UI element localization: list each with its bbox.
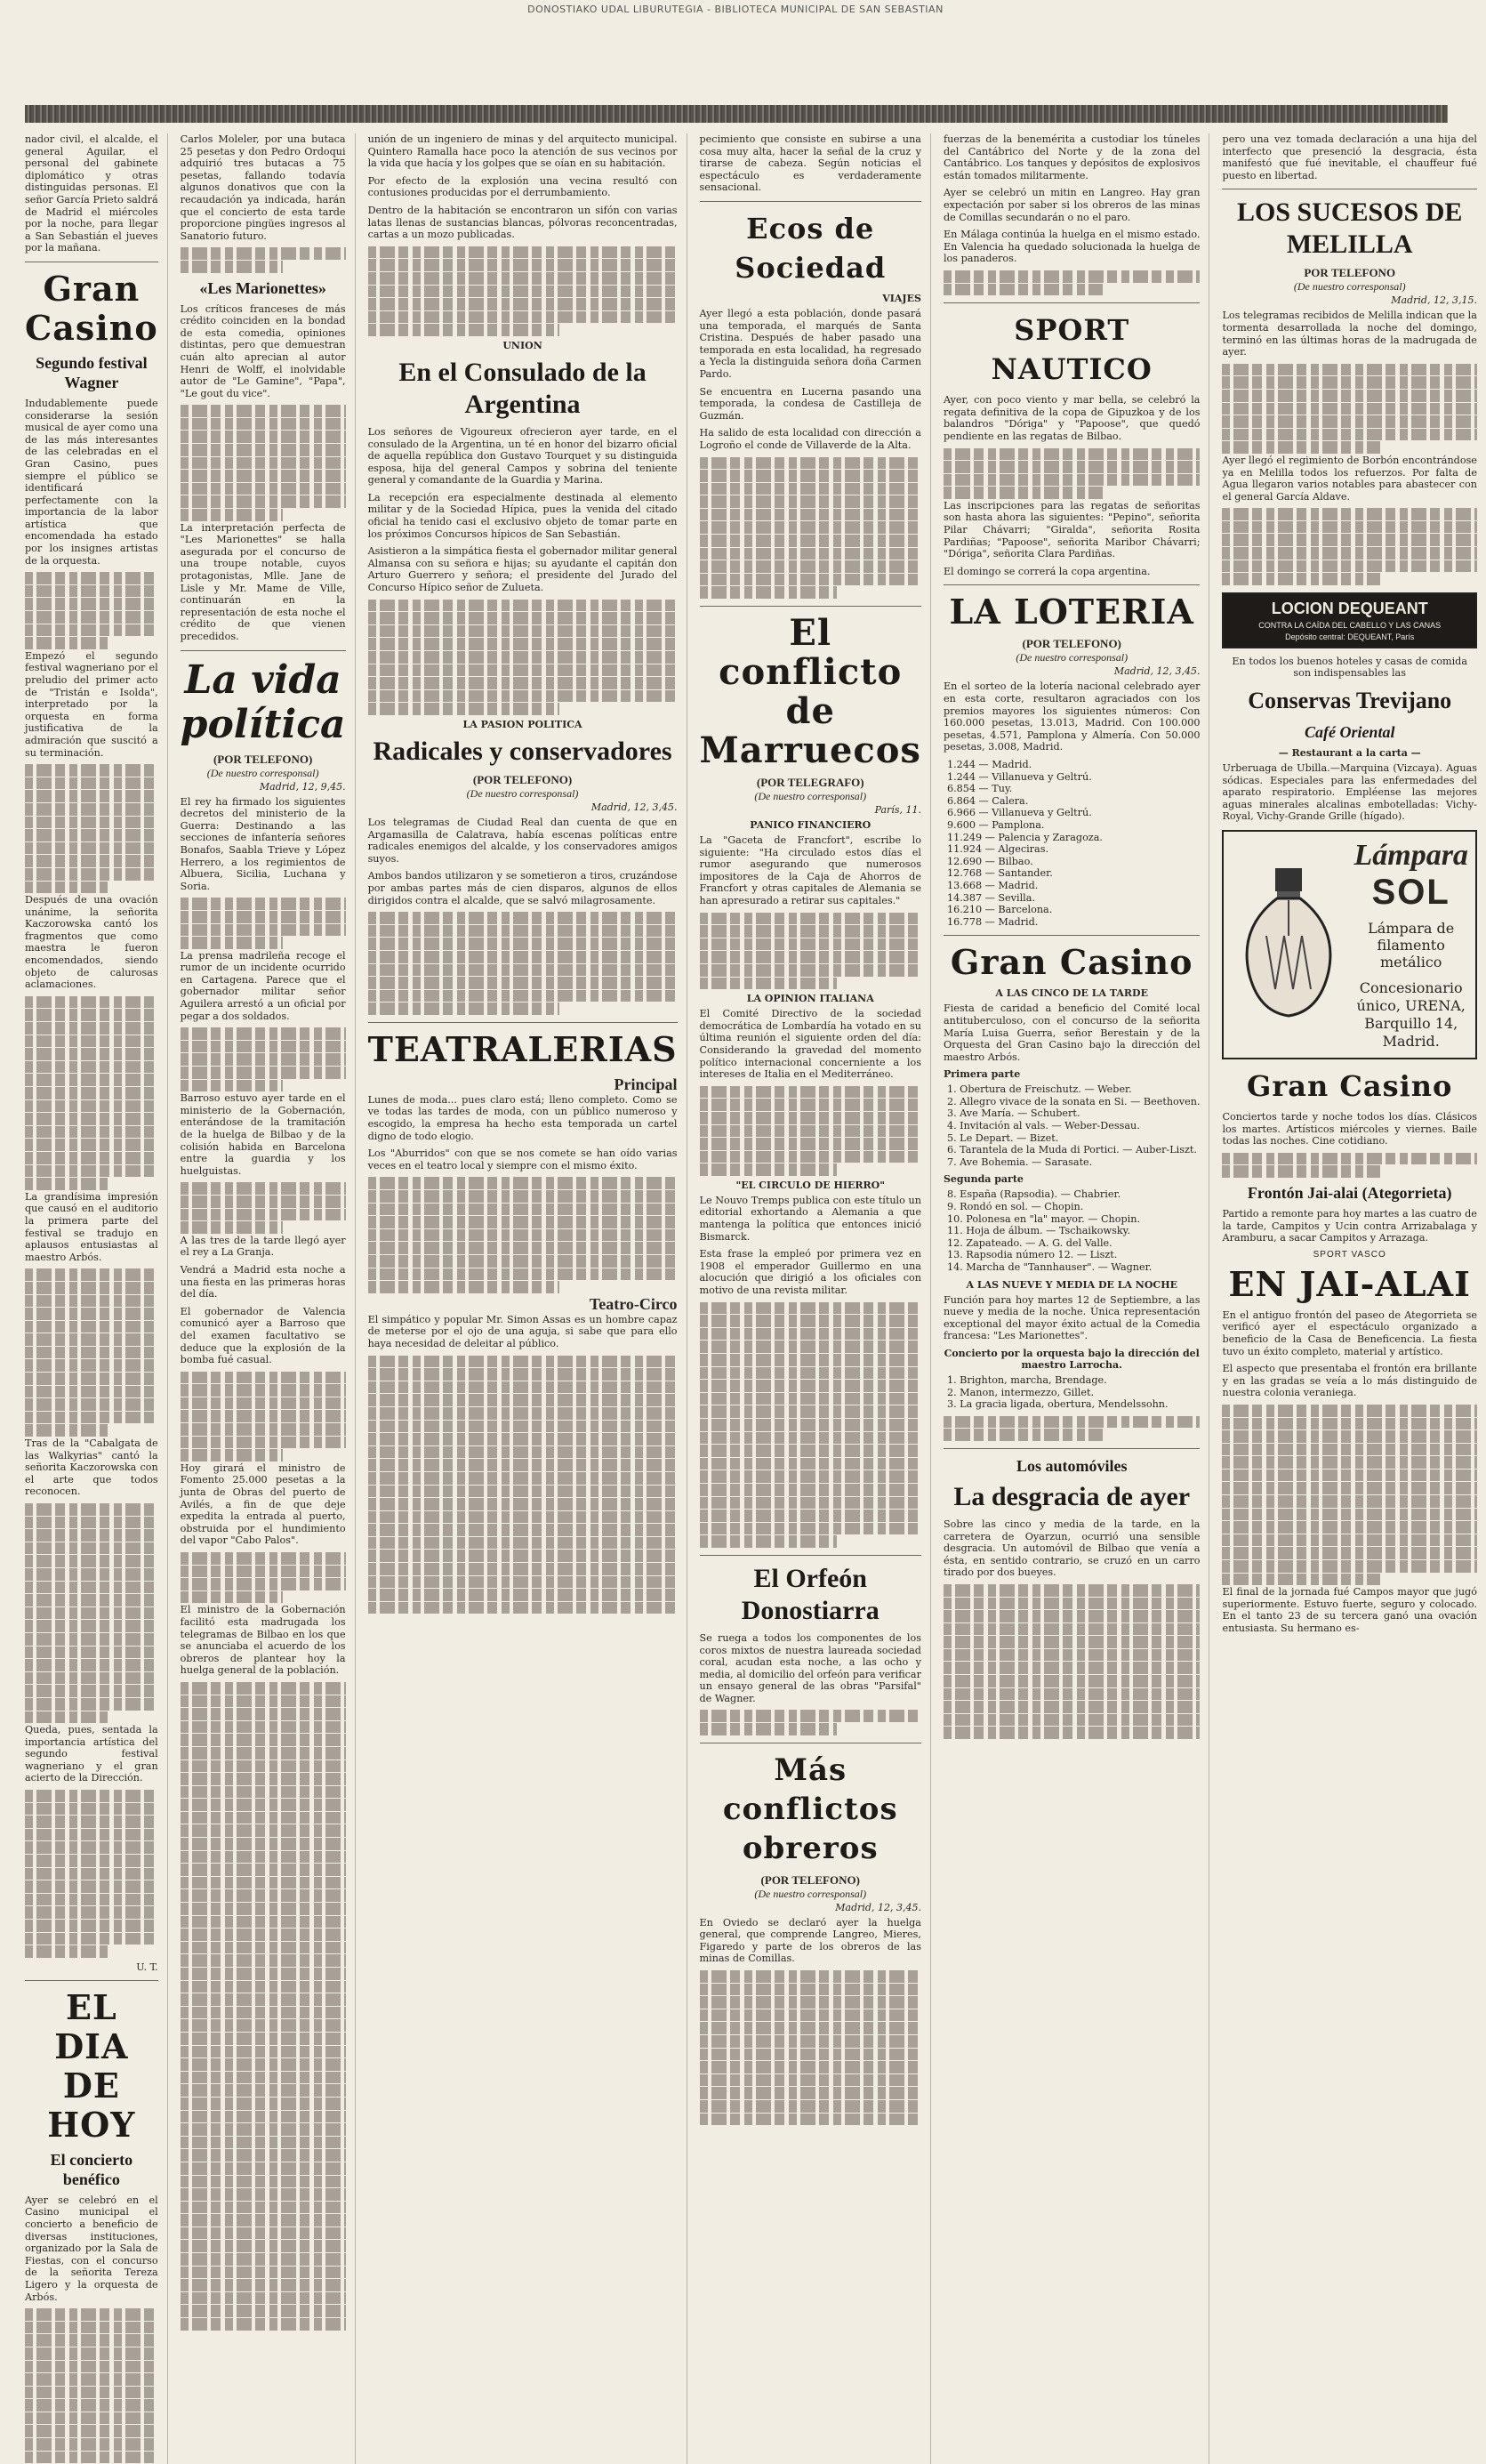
subheading-panico: PANICO FINANCIERO bbox=[750, 819, 872, 832]
heading-gran-casino: Gran Casino bbox=[1247, 1069, 1453, 1103]
article-text: Ambos bandos utilizaron y se sometieron a tiros, cruzándose por ambas partes más de cien disparos, algunos de ellos dirigidos contra el alcalde, que se salvó milagrosamente. bbox=[367, 870, 678, 906]
list-item: 2. Allegro vivace de la sonata en Si. — Beethoven. bbox=[946, 1095, 1201, 1107]
article-text: La prensa madrileña recoge el rumor de un incidente ocurrido en Cartagena. Parece que el gobernador militar señor Aguilera arrestó a un oficial por pegar a dos soldados. bbox=[180, 949, 346, 1022]
subheading-tarde: A LAS CINCO DE LA TARDE bbox=[995, 987, 1148, 1000]
heading-en-jai-alai: EN JAI-ALAI bbox=[1228, 1263, 1471, 1304]
dateline: Madrid, 12, 3,15. bbox=[1391, 294, 1477, 307]
article-text: Los críticos franceses de más crédito coinciden en la bondad de esta comedia, opiniones distintas, pero que demuestran cuán alto aprecian al autor Henri de Wolff, el inolvidable autor de "Le Gamine", "Papa", "Le gout du vice". bbox=[180, 302, 346, 399]
dateline: Madrid, 12, 3,45. bbox=[1113, 665, 1201, 678]
list-item: 10. Polonesa en "la" mayor. — Chopin. bbox=[946, 1212, 1141, 1225]
list-item: 14.387 — Sevilla. bbox=[946, 891, 1035, 904]
article-text: Se ruega a todos los componentes de los coros mixtos de nuestra laureada sociedad coral, acudan esta noche, a las ocho y media, al domicilio del orfeón para verificar un ensayo general de las obras "Parsifal" de Wagner. bbox=[699, 1631, 921, 1704]
heading-conflicto-marruecos: El conflicto de Marruecos bbox=[699, 612, 921, 772]
masthead-band bbox=[25, 105, 1448, 123]
article-text: Carlos Moleler, por una butaca 25 pesetas y don Pedro Ordoqui adquirió tres butacas a 75 pesetas, fallando todavía algunos donativos que con la recaudación ya indicada, harán que el concierto de esta tarde proporcione pingües ingresos al Sanatorio futuro. bbox=[180, 133, 346, 242]
list-item: 12.690 — Bilbao. bbox=[946, 855, 1033, 867]
article-text: El domingo se correrá la copa argentina. bbox=[943, 565, 1151, 577]
program-list bbox=[944, 1083, 1201, 1168]
subheading-teatro-circo: Teatro-Circo bbox=[589, 1294, 678, 1313]
subheading-opinion-italiana: LA OPINION ITALIANA bbox=[746, 993, 874, 1005]
article-text: Sobre las cinco y media de la tarde, en la carretera de Oyarzun, ocurrió una sensible desgracia. Un automóvil de Bilbao que venía a ésta, en sentido contrario, se cruzó en un carro tirado por dos bueyes. bbox=[943, 1518, 1201, 1579]
article-text: El aspecto que presentaba el frontón era brillante y en las gradas se veía a lo más distinguido de nuestra colonia veraniega. bbox=[1222, 1363, 1477, 1399]
article-text: En Oviedo se declaró ayer la huelga general, que comprende Langreo, Mieres, Figaredo y parte de los obreros de las minas de Comillas. bbox=[699, 1916, 921, 1965]
correspondent-note: (De nuestro corresponsal) bbox=[466, 786, 579, 800]
heading-sport-nautico: SPORT NAUTICO bbox=[991, 313, 1153, 387]
ad-title: Lámpara bbox=[1353, 839, 1468, 872]
dateline: Madrid, 12, 3,45. bbox=[590, 801, 678, 813]
telephone-note: (POR TELEFONO) bbox=[760, 1872, 860, 1887]
lottery-list bbox=[944, 759, 1201, 928]
list-item: 13.668 — Madrid. bbox=[946, 879, 1039, 891]
telephone-note: (POR TELEFONO) bbox=[1022, 637, 1121, 651]
article-text: Los telegramas de Ciudad Real dan cuenta de que en Argamasilla de Calatrava, había escenas políticas entre radicales enemigos del alcalde, y los conservadores amigos suyos. bbox=[367, 816, 678, 865]
list-item: 3. Ave María. — Schubert. bbox=[946, 1107, 1080, 1120]
heading-teatralerias: TEATRALERIAS bbox=[367, 1028, 678, 1069]
restaurant-tag: — Restaurant a la carta — bbox=[1278, 747, 1421, 760]
heading-automoviles: Los automóviles bbox=[1016, 1456, 1128, 1475]
article-text: Vendrá a Madrid esta noche a una fiesta en las primeras horas del día. bbox=[180, 1263, 346, 1300]
article-text: La grandísima impresión que causó en el auditorio la primera parte del festival se tradujo en aplausos entusiastas al maestro Arbós. bbox=[25, 1190, 158, 1263]
column-1 bbox=[25, 133, 168, 2464]
heading-cafe-oriental: Café Oriental bbox=[1304, 723, 1395, 742]
article-text: Los señores de Vigoureux ofrecieron ayer tarde, en el consulado de la Argentina, un té en honor del bizarro oficial de aquella república don Gustavo Tourquet y su distinguida esposa, hija del general Campos y sobrina del teniente general y comandante de la Guardia y Marina. bbox=[367, 425, 678, 487]
heading-mas-conflictos: Más conflictos obreros bbox=[722, 1751, 898, 1866]
list-item: 5. Le Depart. — Bizet. bbox=[946, 1131, 1059, 1144]
article-text: nador civil, el alcalde, el general Aguilar, el personal del gabinete diplomático y otras distinguidas personas. El señor García Prieto saldrá de Madrid el miércoles por la noche, para llegar a San Sebastián el jueves por la mañana. bbox=[25, 133, 158, 254]
list-item: 3. La gracia ligada, obertura, Mendelssohn. bbox=[946, 1398, 1169, 1411]
article-text: En Málaga continúa la huelga en el mismo estado. En Valencia ha quedado solucionada la huelga de los panaderos. bbox=[943, 229, 1201, 265]
advertisement-locion bbox=[1222, 592, 1476, 648]
list-item: 1.244 — Villanueva y Geltrú. bbox=[946, 770, 1092, 783]
section-label: LA PASION POLITICA bbox=[462, 718, 582, 730]
correspondent-note: (De nuestro corresponsal) bbox=[206, 766, 319, 779]
heading-consulado-argentina: En el Consulado de la Argentina bbox=[398, 357, 647, 419]
correspondent-note: (De nuestro corresponsal) bbox=[754, 790, 867, 803]
heading-radicales: Radicales y conservadores bbox=[373, 736, 672, 766]
ad-title: LOCION DEQUEANT bbox=[1271, 599, 1428, 617]
telephone-note: (POR TELEFONO) bbox=[472, 772, 573, 786]
correspondent-note: (De nuestro corresponsal) bbox=[1016, 651, 1129, 664]
list-item: 16.778 — Madrid. bbox=[946, 915, 1039, 928]
article-text: Ayer, con poco viento y mar bella, se celebró la regata definitiva de la copa de Gipuzkoa y de los balandros "Dóriga" y "Papoose", que quedó pendiente en las regatas de Bilbao. bbox=[943, 394, 1201, 442]
article-text: Hoy girará el ministro de Fomento 25.000 pesetas a la junta de Obras del puerto de Avilés, a fin de que deje expedita la entrada al puerto, obstruida por el hundimiento del vapor "Cabo Palos". bbox=[180, 1461, 346, 1547]
article-text: El final de la jornada fué Campos mayor que jugó superiormente. Estuvo fuerte, seguro y colocado. En el tanto 23 de su tercera ganó una ovación entusiasta. Su hermano es- bbox=[1222, 1586, 1477, 1634]
list-item: 11. Hoja de álbum. — Tschaikowsky. bbox=[946, 1225, 1131, 1237]
list-item: 2. Manon, intermezzo, Gillet. bbox=[946, 1386, 1095, 1398]
ad-small-print: Depósito central: DEQUEANT, París bbox=[1285, 632, 1415, 641]
heading-desgracia: La desgracia de ayer bbox=[953, 1481, 1191, 1511]
list-item: 6.864 — Calera. bbox=[946, 794, 1029, 807]
article-text: unión de un ingeniero de minas y del arquitecto municipal. Quintero Ramalla hace poco la atención de sus vecinos por la vida que hacía y los golpes que se oían en su habitación. bbox=[367, 133, 678, 170]
subheading-principal: Principal bbox=[614, 1075, 678, 1093]
article-text: Los telegramas recibidos de Melilla indican que la tormenta desarrollada la noche del domingo, terminó en las últimas horas de la madrugada de ayer. bbox=[1222, 310, 1477, 358]
program-list bbox=[944, 1374, 1201, 1411]
column-3 bbox=[368, 133, 687, 2464]
newspaper-page bbox=[25, 133, 1477, 2303]
article-text: pecimiento que consiste en subirse a una cosa muy alta, hacer la señal de la cruz y tirarse de cabeza. Según noticias el espectáculo es verdaderamente sensacional. bbox=[699, 133, 921, 194]
article-text: Ha salido de esta localidad con dirección a Logroño el conde de Villaverde de la Alta. bbox=[699, 427, 921, 451]
ad-dealer: Concesionario único, URENA, Barquillo 14, Madrid. bbox=[1356, 979, 1466, 1050]
ad-brand: SOL bbox=[1371, 873, 1450, 912]
heading-ecos-de-sociedad: Ecos de Sociedad bbox=[735, 211, 887, 285]
program-list bbox=[944, 1188, 1201, 1273]
list-item: 11.249 — Palencia y Zaragoza. bbox=[946, 831, 1103, 843]
article-text: Ayer llegó a esta población, donde pasará una temporada, el marqués de Santa Cristina. Después de haber pasado una temporada en esta localidad, ha regresado a Yecla la distinguida señora doña Carmen Pardo. bbox=[699, 307, 921, 380]
column-6 bbox=[1222, 133, 1485, 2464]
article-text: fuerzas de la benemérita a custodiar los túneles del Cantábrico del Norte y de la zona del Cantábrico. Los tanques y depósitos de explosivos están tomados militarmente. bbox=[943, 133, 1201, 181]
article-text: En el sorteo de la lotería nacional celebrado ayer en esta corte, resultaron agraciados con los premios mayores los siguientes números: Con 160.000 pesetas, 13.013, Madrid. Con 100.000 pesetas, 4.571, Pamplona y Almería. Con 50.000 pesetas, 3.008, Madrid. bbox=[943, 680, 1201, 753]
subheading-concierto-orquesta: Concierto por la orquesta bajo la dirección del maestro Larrocha. bbox=[944, 1347, 1200, 1371]
library-watermark: DONOSTIAKO UDAL LIBURUTEGIA - BIBLIOTECA MUNICIPAL DE SAN SEBASTIAN bbox=[527, 4, 944, 15]
list-item: 1.244 — Madrid. bbox=[946, 759, 1032, 770]
column-5 bbox=[944, 133, 1210, 2464]
heading-conservas-trevijano: Conservas Trevijano bbox=[1248, 688, 1452, 714]
article-text: Las inscripciones para las regatas de señoritas son hasta ahora las siguientes: "Pepino", señorita Pilar Chávarri; "Giralda", señorita Rosita Pardiñas; "Papoose", señorita Maribor Chávarri; "Dóriga", señorita Clara Pardiñas. bbox=[943, 499, 1201, 560]
telephone-note: (POR TELEFONO) bbox=[213, 752, 313, 766]
article-text: Ayer se celebró en el Casino municipal el concierto a beneficio de diversas instituciones, organizado por la Sala de Fiestas, con el concurso de la señorita Tereza Ligero y la orquesta de Arbós. bbox=[25, 2194, 158, 2303]
subheading-viajes: VIAJES bbox=[882, 292, 921, 304]
correspondent-note: (De nuestro corresponsal) bbox=[1293, 280, 1406, 294]
article-text: Urberuaga de Ubilla.—Marquina (Vizcaya). Aguas sódicas. Especiales para las enfermedades del aparato respiratorio. Empléense las mejores aguas minerales alcalinas embotelladas: Vichy-Royal, Vichy-Grande Grille (hígado). bbox=[1222, 762, 1477, 823]
article-text: El simpático y popular Mr. Simon Assas es un hombre capaz de meterse por el ojo de una aguja, si sabe que para ello haya necesidad de deleitar al público. bbox=[367, 1313, 678, 1349]
article-text: En el antiguo frontón del paseo de Ategorrieta se verificó ayer el espectáculo organizado a beneficio de la Casa de Beneficencia. La fiesta tuvo un éxito completo, material y artístico. bbox=[1222, 1308, 1477, 1357]
article-text: Por efecto de la explosión una vecina resultó con contusiones producidas por el derrumbamiento. bbox=[367, 174, 678, 199]
list-item: 6.854 — Tuy. bbox=[946, 783, 1013, 795]
article-text: Partido a remonte para hoy martes a las cuatro de la tarde, Campitos y Ucin contra Arrizabalaga y Aramburu, a sacar Campitos y Arrazaga. bbox=[1222, 1207, 1477, 1244]
subheading-segunda-parte: Segunda parte bbox=[943, 1173, 1024, 1186]
article-text: Empezó el segundo festival wagneriano por el preludio del primer acto de "Tristán e Isolda", interpretado por la orquesta en forma justificativa de la admiración que suscitó a su terminación. bbox=[25, 649, 158, 759]
list-item: 13. Rapsodia número 12. — Liszt. bbox=[946, 1249, 1118, 1261]
article-text: Tras de la "Cabalgata de las Walkyrias" cantó la señorita Kaczorowska con el arte que todos reconocen. bbox=[25, 1437, 158, 1498]
article-text: El rey ha firmado los siguientes decretos del ministerio de la Guerra: Destinando a las secciones de infantería señores Bonafos, Saabla Trieve y López Herrero, a los regimientos de Albuera, Sicilia, Luchana y Soria. bbox=[180, 795, 346, 892]
list-item: 1. Obertura de Freischutz. — Weber. bbox=[946, 1083, 1132, 1096]
column-2 bbox=[181, 133, 356, 2464]
list-item: 16.210 — Barcelona. bbox=[946, 904, 1053, 916]
article-text: Conciertos tarde y noche todos los días. Clásicos los martes. Artísticos miércoles y viernes. Baile todas las noches. Cine cotidiano. bbox=[1222, 1111, 1477, 1147]
heading-vida-politica: La vida política bbox=[180, 656, 346, 747]
article-text: Barroso estuvo ayer tarde en el ministerio de la Gobernación, enterándose de la tramitación de la huelga de Bilbao y de la colisión habida en Barcelona entre la guardia y los huelguistas. bbox=[180, 1092, 346, 1177]
subheading-marionettes: «Les Marionettes» bbox=[199, 278, 326, 297]
subheading-noche: A LAS NUEVE Y MEDIA DE LA NOCHE bbox=[966, 1278, 1177, 1291]
advertisement-lampara-sol bbox=[1222, 830, 1476, 1059]
article-text: Función para hoy martes 12 de Septiembre, a las nueve y media de la noche. Única representación exceptional del mayor éxito actual de la Comedia francesa: "Les Marionettes". bbox=[943, 1293, 1201, 1342]
article-text: El ministro de la Gobernación facilitó esta madrugada los telegramas de Bilbao en los que se anunciaba el acuerdo de los obreros de plantear hoy la huelga general de la población. bbox=[180, 1604, 346, 1677]
dateline: Madrid, 12, 3,45. bbox=[835, 1901, 921, 1913]
section-label: SPORT VASCO bbox=[1313, 1249, 1386, 1260]
list-item: 9. Rondó en sol. — Chopin. bbox=[946, 1201, 1084, 1213]
ad-description: Lámpara de filamento metálico bbox=[1368, 920, 1455, 970]
subheading-festival: Segundo festival Wagner bbox=[36, 353, 148, 391]
dateline: Madrid, 12, 9,45. bbox=[259, 780, 346, 793]
article-text: Lunes de moda... pues claro está; lleno completo. Como se ve todas las tardes de moda, con un público numeroso y escogido, la empresa ha hecho esta temporada un cartel digno de todo elogio. bbox=[367, 1093, 678, 1142]
list-item: 7. Ave Bohemia. — Sarasate. bbox=[946, 1156, 1093, 1168]
subheading-circulo-hierro: "EL CIRCULO DE HIERRO" bbox=[735, 1179, 885, 1191]
article-text: Después de una ovación unánime, la señorita Kaczorowska cantó los fragmentos que como maestra le fueron encomendados, siendo objeto de calurosas aclamaciones. bbox=[25, 894, 158, 991]
heading-sucesos-melilla: LOS SUCESOS DE MELILLA bbox=[1236, 197, 1463, 260]
heading-fronton: Frontón Jai-alai (Ategorrieta) bbox=[1247, 1183, 1452, 1202]
list-item: 12.768 — Santander. bbox=[946, 867, 1053, 880]
article-text: La "Gaceta de Francfort", escribe lo siguiente: "Ha circulado estos días el rumor asegurando que numerosos impositores de la Caja de Ahorros de Francfort y otras capitales de Alemania se han apresurado a retirar sus capitales." bbox=[699, 834, 921, 906]
telephone-note: POR TELEFONO bbox=[1304, 266, 1396, 280]
article-text: pero una vez tomada declaración a una hija del interfecto que presenció la desgracia, ésta manifestó que fué inevitable, el chauffeur fué puesto en libertad. bbox=[1222, 133, 1477, 181]
list-item: 9.600 — Pamplona. bbox=[946, 818, 1045, 831]
list-item: 12. Zapateado. — A. G. del Valle. bbox=[946, 1236, 1112, 1249]
list-item: 8. España (Rapsodia). — Chabrier. bbox=[946, 1188, 1121, 1201]
article-text: Asistieron a la simpática fiesta el gobernador militar general Almansa con su señora e hijas; su ayudante el capitán don Arturo Guerrero y señora; el presidente del Jurado del Concurso Hípico señor de Zulueta. bbox=[367, 545, 678, 594]
article-text: En todos los buenos hoteles y casas de comida son indispensables las bbox=[1232, 655, 1468, 680]
heading-gran-casino: Gran Casino bbox=[25, 268, 158, 348]
list-item: 11.924 — Algeciras. bbox=[946, 843, 1048, 856]
article-text: La interpretación perfecta de "Les Marionettes" se halla asegurada por el concurso de una troupe notable, cuyos protagonistas, Mlle. Jane de Lisle y Mr. Mame de Ville, continuarán en la representación de esta noche el crédito de que vienen precedidos. bbox=[180, 521, 346, 642]
article-text: El gobernador de Valencia comunicó ayer a Barroso que del examen facultativo se deduce que la explosión de la bomba fué casual. bbox=[180, 1305, 346, 1366]
heading-gran-casino: Gran Casino bbox=[950, 942, 1193, 983]
heading-orfeon-donostiarra: El Orfeón Donostiarra bbox=[741, 1563, 880, 1625]
list-item: 6.966 — Villanueva y Geltrú. bbox=[946, 807, 1092, 819]
column-4 bbox=[700, 133, 931, 2464]
union-ornament: UNION bbox=[502, 339, 542, 351]
list-item: 14. Marcha de "Tannhauser". — Wagner. bbox=[946, 1261, 1153, 1273]
article-text: La recepción era especialmente destinada al elemento militar y de la Sociedad Hípica, pues la venida del citado oficial ha tenido casi el exclusivo objeto de tomar parte en los próximos Concursos hípicos de San Sebastián. bbox=[367, 491, 678, 540]
article-text: Indudablemente puede considerarse la sesión musical de ayer como una de las más interesantes de las celebradas en el Gran Casino, pues siempre el público se identificará perfectamente con la importancia de la labor artística que encomendada ha estado por los insignes artistas de la orquesta. bbox=[25, 397, 158, 567]
article-text: Le Nouvo Tremps publica con este título un editorial exhortando a Alemania a que mantenga la política que entonces inició Bismarck. bbox=[699, 1194, 921, 1243]
article-text: Queda, pues, sentada la importancia artística del segundo festival wagneriano y el gran acierto de la Dirección. bbox=[25, 1724, 158, 1784]
dateline: París, 11. bbox=[874, 804, 921, 817]
list-item: 4. Invitación al vals. — Weber-Dessau. bbox=[946, 1120, 1140, 1132]
correspondent-note: (De nuestro corresponsal) bbox=[754, 1887, 867, 1900]
signature: U. T. bbox=[136, 1961, 158, 1973]
lightbulb-icon bbox=[1231, 865, 1346, 1025]
list-item: 1. Brighton, marcha, Brendage. bbox=[946, 1373, 1107, 1386]
subheading-concierto: El concierto benéfico bbox=[50, 2150, 133, 2188]
subheading-primera-parte: Primera parte bbox=[943, 1068, 1021, 1081]
heading-la-loteria: LA LOTERIA bbox=[949, 592, 1194, 632]
article-text: Los "Aburridos" con que se nos comete se han oído varias veces en el teatro local y siempre con el mismo éxito. bbox=[367, 1147, 678, 1172]
list-item: 6. Tarantela de la Muda di Portici. — Auber-Liszt. bbox=[946, 1144, 1197, 1156]
article-text: Esta frase la empleó por primera vez en 1908 el emperador Guillermo en una alocución que dirigió a los oficiales con motivo de una revista militar. bbox=[699, 1248, 921, 1297]
article-text: Ayer llegó el regimiento de Borbón encontrándose ya en Melilla todos los refuerzos. Por falta de Agua llegaron varios notables para abastecer con el general García Aldave. bbox=[1222, 454, 1477, 503]
telegraph-note: (POR TELEGRAFO) bbox=[756, 776, 864, 790]
ad-subtitle: CONTRA LA CAÍDA DEL CABELLO Y LAS CANAS bbox=[1258, 620, 1442, 630]
article-text: El Comité Directivo de la sociedad democrática de Lombardía ha votado en su última reunión el siguiente orden del día: Considerando la gravedad del momento político internacional concerniente a los intereses de Italia en el Mediterráneo. bbox=[699, 1008, 921, 1081]
article-text: A las tres de la tarde llegó ayer el rey a La Granja. bbox=[180, 1234, 346, 1259]
article-text: Se encuentra en Lucerna pasando una temporada, la condesa de Castilleja de Guzmán. bbox=[699, 385, 921, 422]
article-text: Ayer se celebró un mitin en Langreo. Hay gran expectación por saber si los obreros de las minas de Comillas secundarán o no el paro. bbox=[943, 187, 1201, 223]
article-text: Fiesta de caridad a beneficio del Comité local antituberculoso, con el concurso de la señorita María Luisa Guerra, señor Berestain y de la Orquesta del Gran Casino bajo la dirección del maestro Arbós. bbox=[943, 1003, 1201, 1063]
article-text: Dentro de la habitación se encontraron un sifón con varias latas llenas de sustancias blancas, pólvoras reconcentradas, cartas a un mozo publicadas. bbox=[367, 204, 678, 241]
heading-el-dia-de-hoy: EL DIA DE HOY bbox=[47, 1986, 136, 2145]
